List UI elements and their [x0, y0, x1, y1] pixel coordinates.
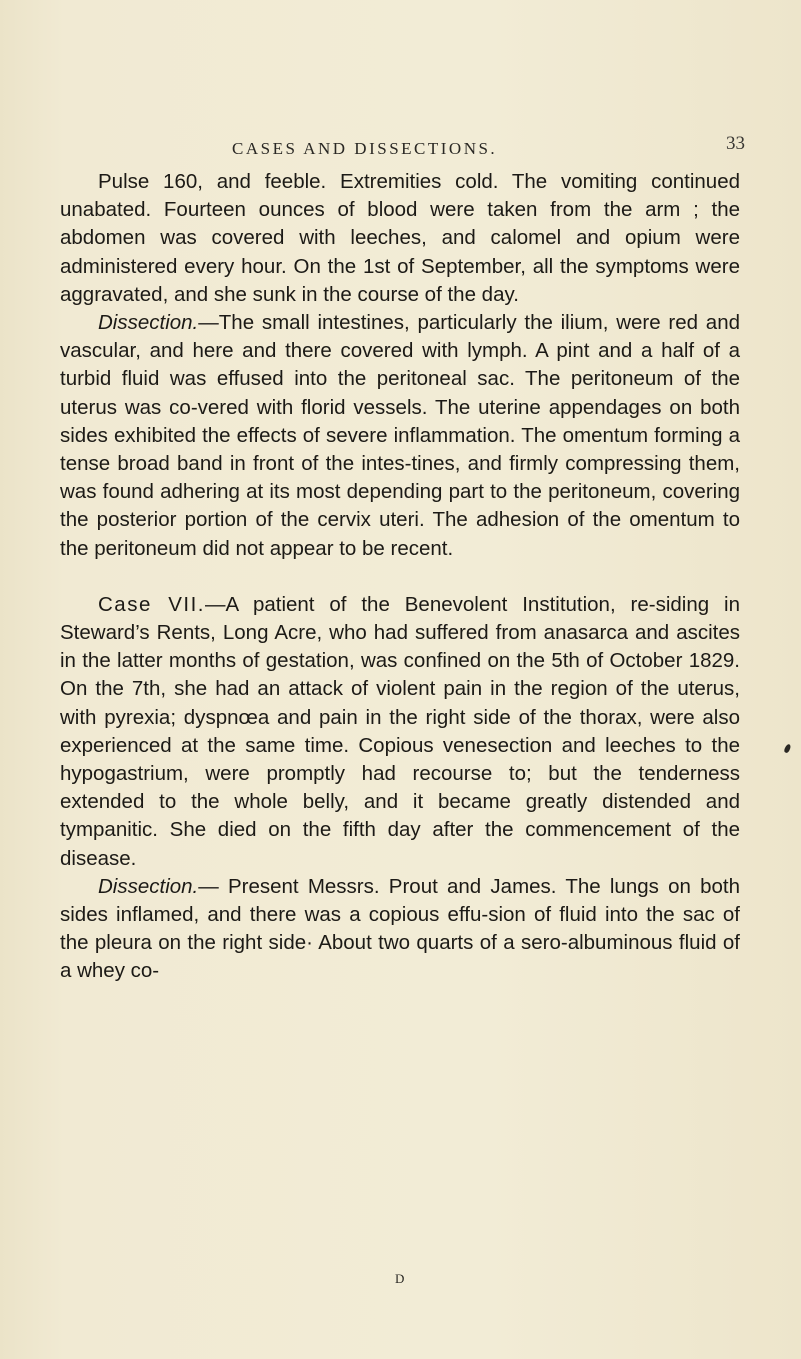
case-label: Case VII. [98, 592, 206, 616]
paragraph-text: —A patient of the Benevolent Institution, re-siding in Steward’s Rents, Long Acre, who had suffered from anasarca and ascites in the latter months of gestation, was confined on the 5th of October 1829. On the 7th, she had an attack of violent pain in the region of the uterus, with pyrexia; dyspnœa and pain in the right side of the thorax, were also experienced at the same time. Copious venesection and leeches to the hypogastrium, were promptly had recourse to; but the tenderness extended to the whole belly, and it became greatly distended and tympanitic. She died on the fifth day after the commencement of the disease. [60, 592, 741, 870]
body-text [60, 168, 740, 986]
paragraph-text: —The small intestines, particularly the ilium, were red and vascular, and here and there covered with lymph. A pint and a half of a turbid fluid was effused into the peritoneal sac. The peritoneum of the uterus was co-vered with florid vessels. The uterine appendages on both sides exhibited the effects of severe inflammation. The omentum forming a tense broad band in front of the intes-tines, and firmly compressing them, was found adhering at its most depending part to the peritoneum, covering the posterior portion of the cervix uteri. The adhesion of the omentum to the peritoneum did not appear to be recent. [60, 311, 740, 560]
running-head: CASES AND DISSECTIONS. [232, 139, 498, 158]
paragraph [60, 591, 740, 873]
section-label: Dissection. [98, 311, 199, 335]
page-header [232, 133, 745, 163]
page-number: 33 [726, 133, 745, 154]
ink-speck [783, 743, 791, 753]
signature-mark: D [395, 1271, 405, 1286]
paragraph-text: — Present Messrs. Prout and James. The lungs on both sides inflamed, and there was a copious effu-sion of fluid into the sac of the pleura on the right side· About two quarts of a sero-albuminous fluid of a whey co- [60, 874, 740, 983]
section-label: Dissection. [98, 874, 199, 898]
paragraph-text: Pulse 160, and feeble. Extremities cold. The vomiting continued unabated. Fourteen ounces of blood were taken from the arm ; the abdomen was covered with leeches, and calomel and opium were administered every hour. On the 1st of September, all the symptoms were aggravated, and she sunk in the course of the day. [60, 170, 740, 306]
paragraph [60, 168, 740, 309]
paragraph [60, 873, 740, 986]
paragraph [60, 309, 740, 563]
